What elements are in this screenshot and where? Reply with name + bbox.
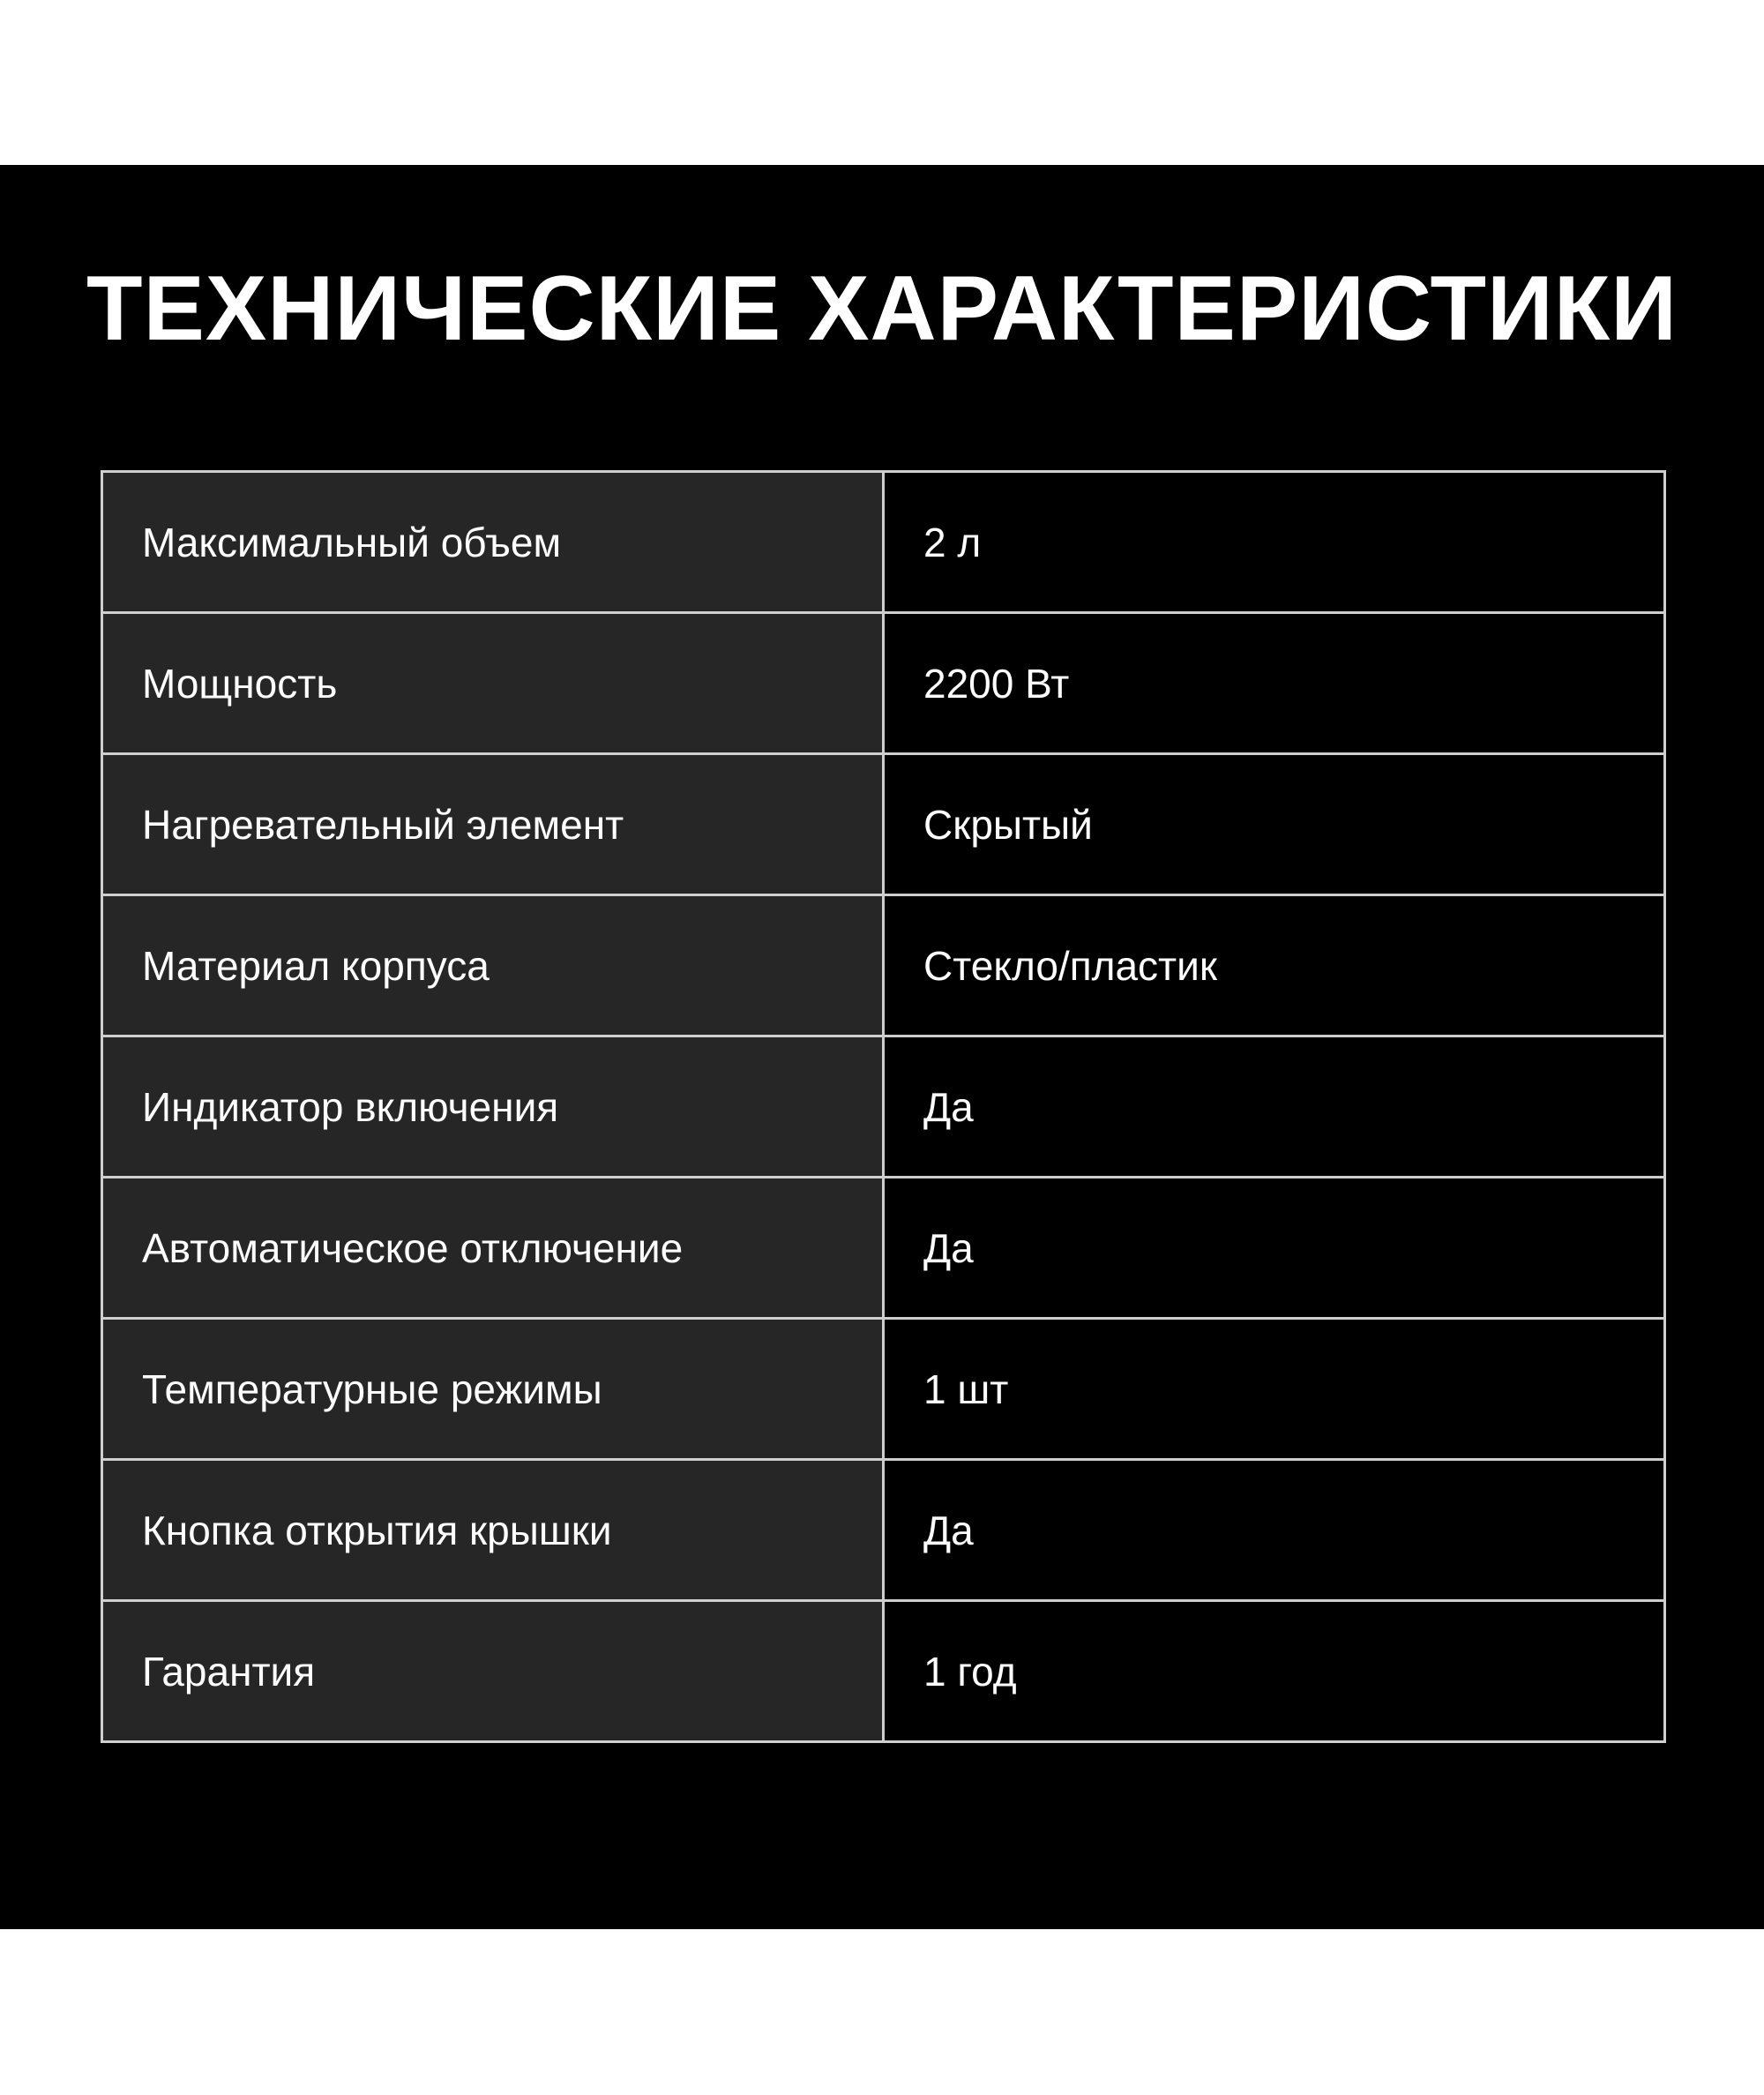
table-row xyxy=(102,1319,1665,1460)
table-row xyxy=(102,1178,1665,1319)
spec-name: Автоматическое отключение xyxy=(102,1178,884,1319)
table-row xyxy=(102,1460,1665,1601)
spec-value: Да xyxy=(884,1036,1665,1178)
spec-name: Температурные режимы xyxy=(102,1319,884,1460)
spec-value: 1 год xyxy=(884,1601,1665,1742)
page-title: ТЕХНИЧЕСКИЕ ХАРАКТЕРИСТИКИ xyxy=(86,258,1678,360)
table-row xyxy=(102,895,1665,1036)
spec-name: Материал корпуса xyxy=(102,895,884,1036)
spec-value: Да xyxy=(884,1460,1665,1601)
spec-name: Индикатор включения xyxy=(102,1036,884,1178)
spec-value: Стекло/пластик xyxy=(884,895,1665,1036)
spec-name: Кнопка открытия крышки xyxy=(102,1460,884,1601)
specs-table xyxy=(101,470,1666,1743)
spec-name: Нагревательный элемент xyxy=(102,754,884,895)
spec-value: 2200 Вт xyxy=(884,613,1665,754)
table-row xyxy=(102,1036,1665,1178)
spec-name: Мощность xyxy=(102,613,884,754)
spec-value: Скрытый xyxy=(884,754,1665,895)
spec-name: Максимальный объем xyxy=(102,472,884,613)
table-row xyxy=(102,613,1665,754)
table-row xyxy=(102,754,1665,895)
table-row xyxy=(102,1601,1665,1742)
spec-value: 1 шт xyxy=(884,1319,1665,1460)
spec-value: Да xyxy=(884,1178,1665,1319)
spec-name: Гарантия xyxy=(102,1601,884,1742)
table-row xyxy=(102,472,1665,613)
spec-value: 2 л xyxy=(884,472,1665,613)
